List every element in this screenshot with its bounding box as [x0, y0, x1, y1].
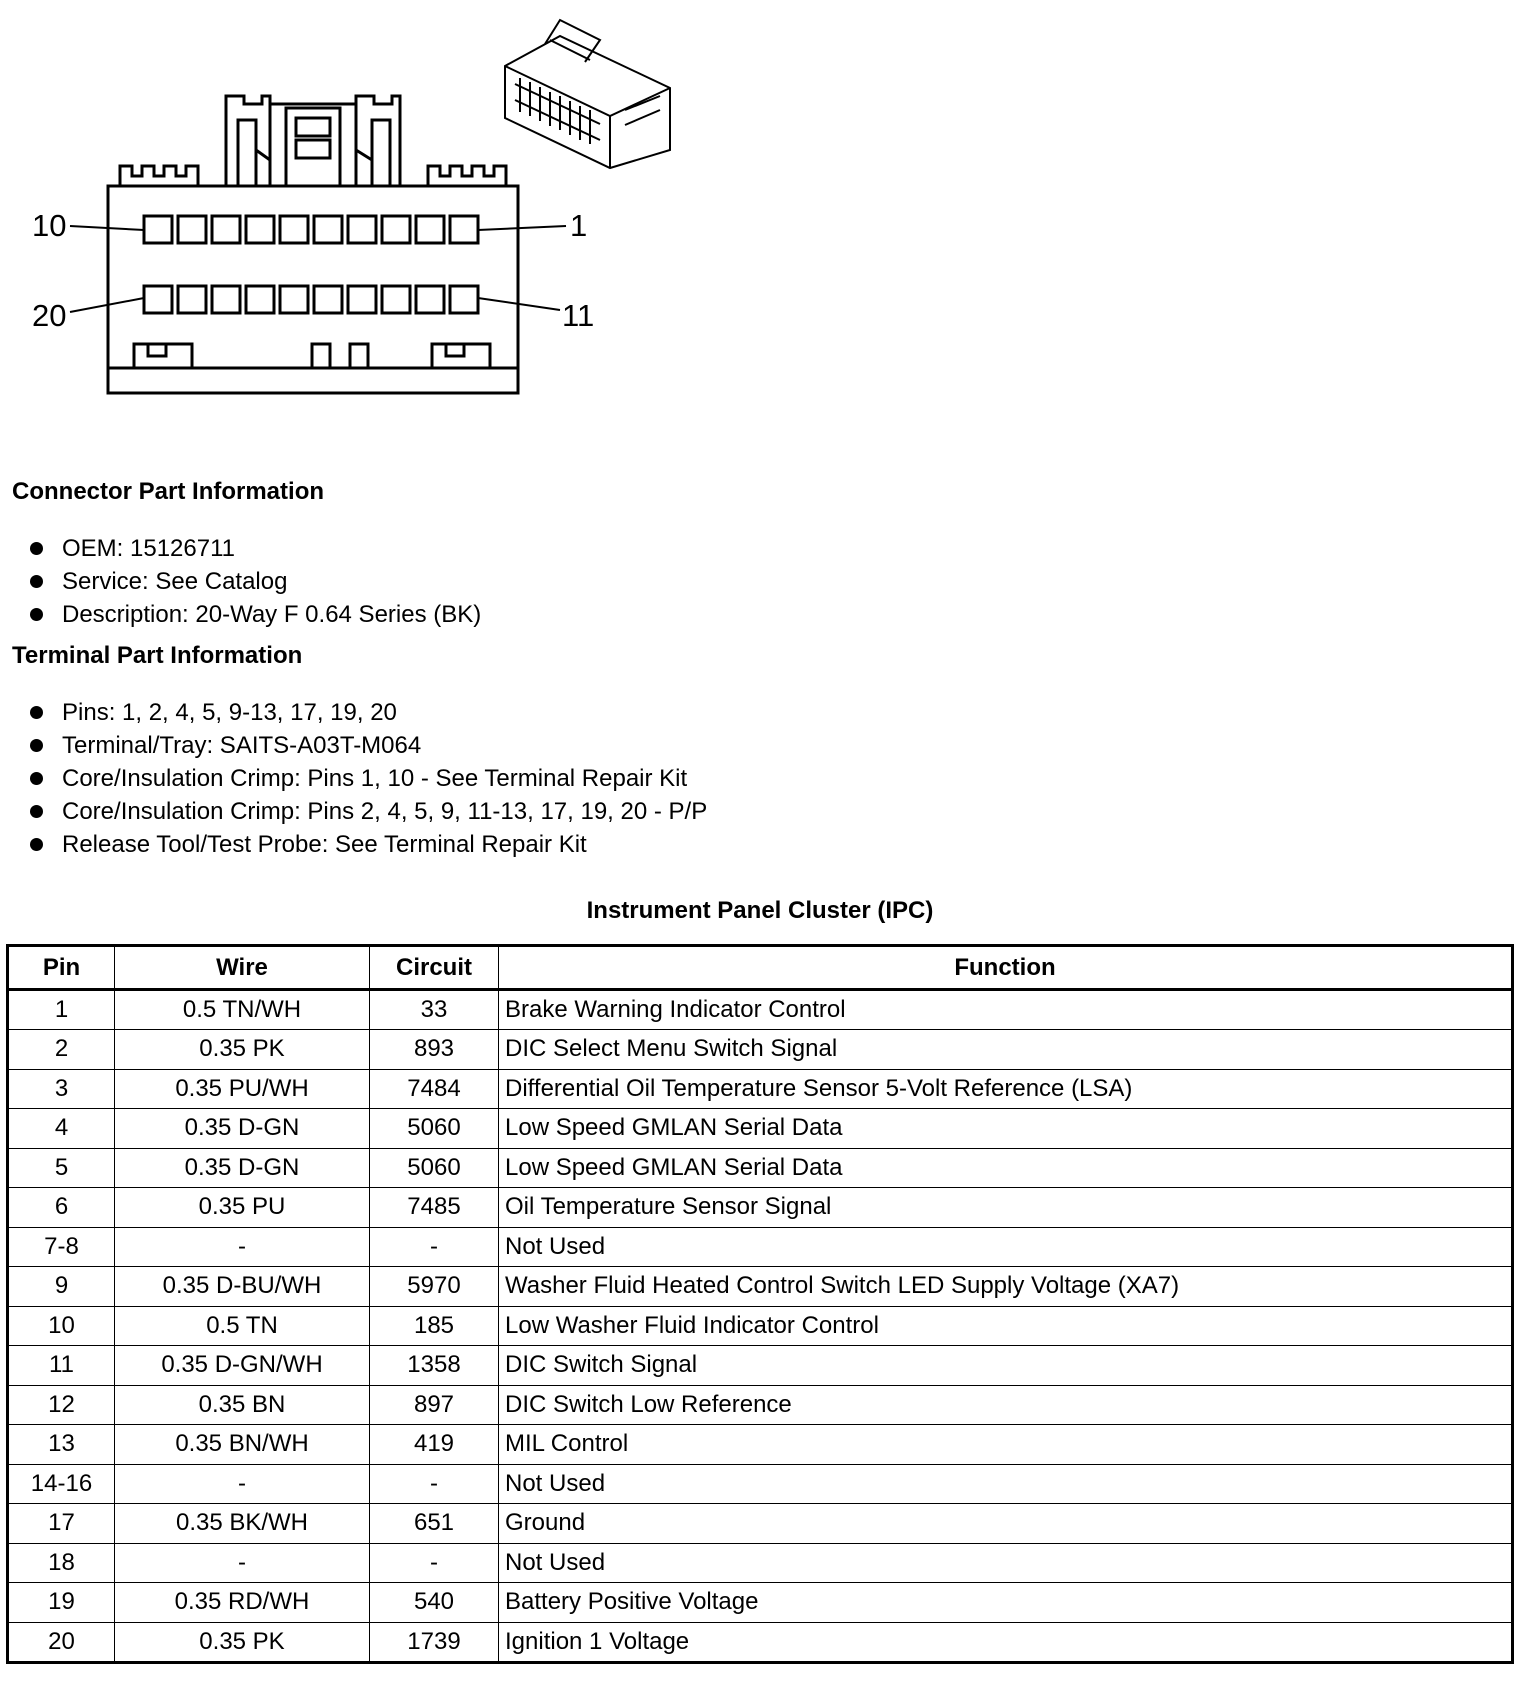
cell-function: Battery Positive Voltage — [499, 1583, 1513, 1623]
cell-wire: 0.35 BK/WH — [115, 1504, 370, 1544]
cell-wire: 0.35 RD/WH — [115, 1583, 370, 1623]
cell-wire: 0.35 BN — [115, 1385, 370, 1425]
connector-info-list — [30, 532, 481, 631]
cell-wire: 0.5 TN — [115, 1306, 370, 1346]
table-body — [8, 990, 1513, 1663]
list-item: OEM: 15126711 — [30, 532, 481, 565]
cell-function: Not Used — [499, 1543, 1513, 1583]
cell-function: Differential Oil Temperature Sensor 5-Volt Reference (LSA) — [499, 1069, 1513, 1109]
cell-function: Brake Warning Indicator Control — [499, 990, 1513, 1030]
cell-circuit: 1739 — [370, 1622, 499, 1662]
cell-function: Washer Fluid Heated Control Switch LED Supply Voltage (XA7) — [499, 1267, 1513, 1307]
cell-function: MIL Control — [499, 1425, 1513, 1465]
pin-row-bottom — [144, 286, 478, 313]
table-row — [8, 1069, 1513, 1109]
cell-circuit: 5060 — [370, 1148, 499, 1188]
cell-wire: - — [115, 1543, 370, 1583]
cell-circuit: 1358 — [370, 1346, 499, 1386]
cell-pin: 1 — [8, 990, 115, 1030]
cell-function: Oil Temperature Sensor Signal — [499, 1188, 1513, 1228]
column-header-function: Function — [499, 946, 1513, 990]
cell-circuit: 5970 — [370, 1267, 499, 1307]
cell-function: Low Washer Fluid Indicator Control — [499, 1306, 1513, 1346]
pin-label-1: 1 — [570, 208, 588, 243]
cell-circuit: 897 — [370, 1385, 499, 1425]
list-item: Pins: 1, 2, 4, 5, 9-13, 17, 19, 20 — [30, 696, 707, 729]
cell-wire: 0.35 D-GN/WH — [115, 1346, 370, 1386]
pin-table — [6, 944, 1514, 1664]
cell-pin: 2 — [8, 1030, 115, 1070]
cell-circuit: 893 — [370, 1030, 499, 1070]
cell-wire: 0.35 BN/WH — [115, 1425, 370, 1465]
list-item: Service: See Catalog — [30, 565, 481, 598]
cell-wire: 0.35 PK — [115, 1030, 370, 1070]
cell-circuit: 419 — [370, 1425, 499, 1465]
cell-circuit: - — [370, 1543, 499, 1583]
cell-circuit: 7484 — [370, 1069, 499, 1109]
list-item: Core/Insulation Crimp: Pins 1, 10 - See Terminal Repair Kit — [30, 762, 707, 795]
table-row — [8, 1622, 1513, 1662]
list-item: Terminal/Tray: SAITS-A03T-M064 — [30, 729, 707, 762]
cell-circuit: - — [370, 1464, 499, 1504]
cell-circuit: 540 — [370, 1583, 499, 1623]
table-row — [8, 1385, 1513, 1425]
table-row — [8, 1425, 1513, 1465]
table-row — [8, 1109, 1513, 1149]
connector-diagram — [0, 0, 720, 420]
table-row — [8, 990, 1513, 1030]
cell-pin: 14-16 — [8, 1464, 115, 1504]
table-row — [8, 1504, 1513, 1544]
cell-function: Ground — [499, 1504, 1513, 1544]
cell-function: Not Used — [499, 1464, 1513, 1504]
cell-circuit: 651 — [370, 1504, 499, 1544]
table-row — [8, 1030, 1513, 1070]
cell-pin: 9 — [8, 1267, 115, 1307]
table-row — [8, 1583, 1513, 1623]
table-row — [8, 1227, 1513, 1267]
pin-row-top — [144, 216, 478, 243]
cell-wire: - — [115, 1464, 370, 1504]
table-row — [8, 1267, 1513, 1307]
table-row — [8, 1543, 1513, 1583]
cell-wire: 0.35 D-BU/WH — [115, 1267, 370, 1307]
pin-label-20: 20 — [32, 298, 67, 333]
table-row — [8, 1188, 1513, 1228]
table-row — [8, 1464, 1513, 1504]
cell-wire: 0.35 D-GN — [115, 1109, 370, 1149]
table-row — [8, 1346, 1513, 1386]
column-header-pin: Pin — [8, 946, 115, 990]
table-header-row — [8, 946, 1513, 990]
terminal-info-title: Terminal Part Information — [12, 642, 303, 669]
cell-wire: 0.35 D-GN — [115, 1148, 370, 1188]
connector-isometric-illustration — [505, 20, 670, 168]
pin-label-10: 10 — [32, 208, 67, 243]
list-item: Core/Insulation Crimp: Pins 2, 4, 5, 9, 11-13, 17, 19, 20 - P/P — [30, 795, 707, 828]
cell-circuit: 7485 — [370, 1188, 499, 1228]
table-title: Instrument Panel Cluster (IPC) — [586, 897, 934, 924]
cell-pin: 5 — [8, 1148, 115, 1188]
cell-function: Low Speed GMLAN Serial Data — [499, 1109, 1513, 1149]
cell-circuit: 33 — [370, 990, 499, 1030]
cell-function: DIC Switch Signal — [499, 1346, 1513, 1386]
column-header-circuit: Circuit — [370, 946, 499, 990]
cell-function: Ignition 1 Voltage — [499, 1622, 1513, 1662]
cell-pin: 11 — [8, 1346, 115, 1386]
table-row — [8, 1306, 1513, 1346]
table-row — [8, 1148, 1513, 1188]
cell-pin: 20 — [8, 1622, 115, 1662]
cell-pin: 19 — [8, 1583, 115, 1623]
cell-function: Not Used — [499, 1227, 1513, 1267]
cell-circuit: - — [370, 1227, 499, 1267]
cell-wire: 0.35 PU/WH — [115, 1069, 370, 1109]
terminal-info-list — [30, 696, 707, 861]
column-header-wire: Wire — [115, 946, 370, 990]
cell-wire: - — [115, 1227, 370, 1267]
cell-pin: 3 — [8, 1069, 115, 1109]
cell-function: Low Speed GMLAN Serial Data — [499, 1148, 1513, 1188]
cell-pin: 13 — [8, 1425, 115, 1465]
cell-wire: 0.5 TN/WH — [115, 990, 370, 1030]
cell-pin: 18 — [8, 1543, 115, 1583]
cell-function: DIC Switch Low Reference — [499, 1385, 1513, 1425]
cell-function: DIC Select Menu Switch Signal — [499, 1030, 1513, 1070]
cell-pin: 17 — [8, 1504, 115, 1544]
cell-circuit: 185 — [370, 1306, 499, 1346]
cell-circuit: 5060 — [370, 1109, 499, 1149]
cell-pin: 4 — [8, 1109, 115, 1149]
list-item: Description: 20-Way F 0.64 Series (BK) — [30, 598, 481, 631]
cell-wire: 0.35 PU — [115, 1188, 370, 1228]
connector-info-title: Connector Part Information — [12, 478, 325, 505]
cell-pin: 7-8 — [8, 1227, 115, 1267]
list-item: Release Tool/Test Probe: See Terminal Repair Kit — [30, 828, 707, 861]
pin-label-11: 11 — [562, 298, 595, 333]
cell-pin: 12 — [8, 1385, 115, 1425]
cell-pin: 10 — [8, 1306, 115, 1346]
cell-wire: 0.35 PK — [115, 1622, 370, 1662]
cell-pin: 6 — [8, 1188, 115, 1228]
